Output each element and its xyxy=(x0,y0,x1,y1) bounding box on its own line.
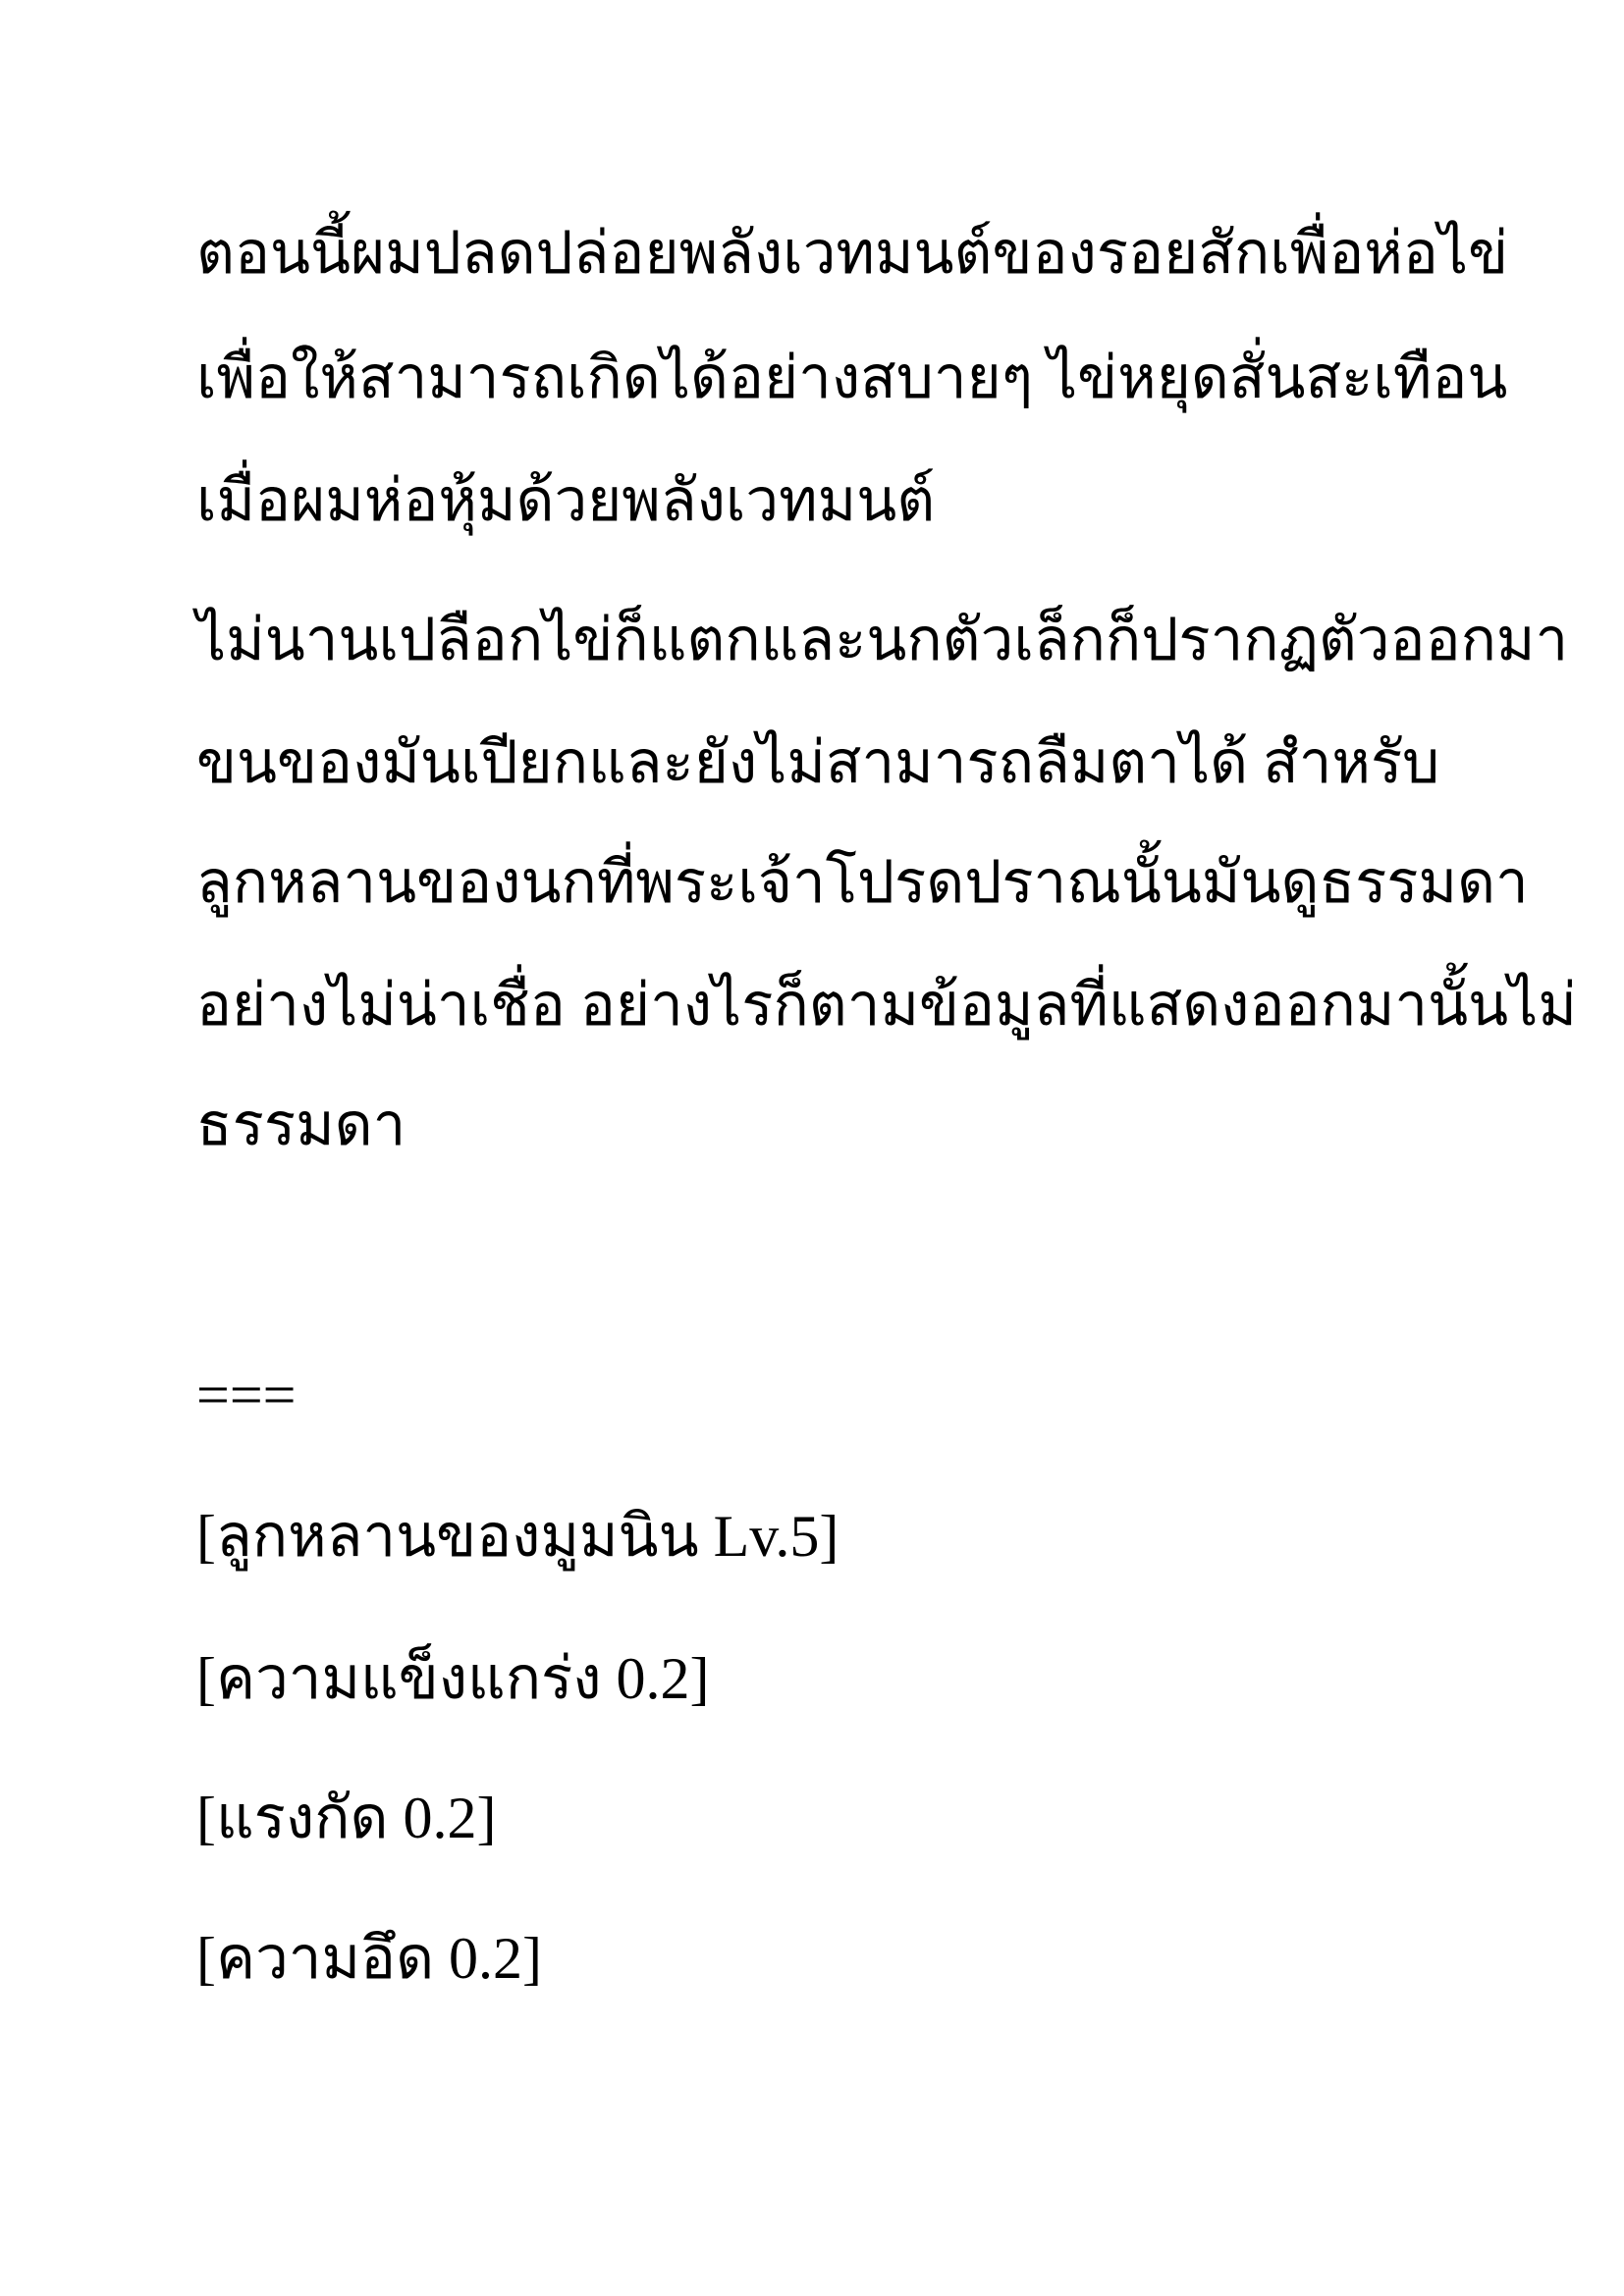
paragraph-1-line-2: เพื่อให้สามารถเกิดได้อย่างสบายๆ ไข่หยุดสั่นสะเทือน xyxy=(196,346,1508,410)
paragraph-2-line-1: ไม่นานเปลือกไข่ก็แตกและนกตัวเล็กก็ปรากฏตัวออกมา xyxy=(196,608,1569,672)
paragraph-2-line-3: ลูกหลานของนกที่พระเจ้าโปรดปราณนั้นมันดูธรรมดา xyxy=(196,850,1529,915)
paragraph-1-line-3: เมื่อผมห่อหุ้มด้วยพลังเวทมนต์ xyxy=(196,468,936,533)
paragraph-2-line-4: อย่างไม่น่าเชื่อ อย่างไรก็ตามข้อมูลที่แสดงออกมานั้นไม่ xyxy=(196,973,1577,1038)
status-endurance: [ความอึด 0.2] xyxy=(196,1926,543,1991)
section-divider: === xyxy=(196,1362,297,1427)
status-bite-force: [แรงกัด 0.2] xyxy=(196,1786,497,1850)
status-strength: [ความแข็งแกร่ง 0.2] xyxy=(196,1646,710,1711)
paragraph-1-line-1: ตอนนี้ผมปลดปล่อยพลังเวทมนต์ของรอยสักเพื่อห่อไข่ xyxy=(196,221,1509,286)
paragraph-2-line-5: ธรรมดา xyxy=(196,1093,406,1157)
status-name-level: [ลูกหลานของมูมนิน Lv.5] xyxy=(196,1504,839,1569)
paragraph-2-line-2: ขนของมันเปียกและยังไม่สามารถลืมตาได้ สำหรับ xyxy=(196,730,1440,795)
